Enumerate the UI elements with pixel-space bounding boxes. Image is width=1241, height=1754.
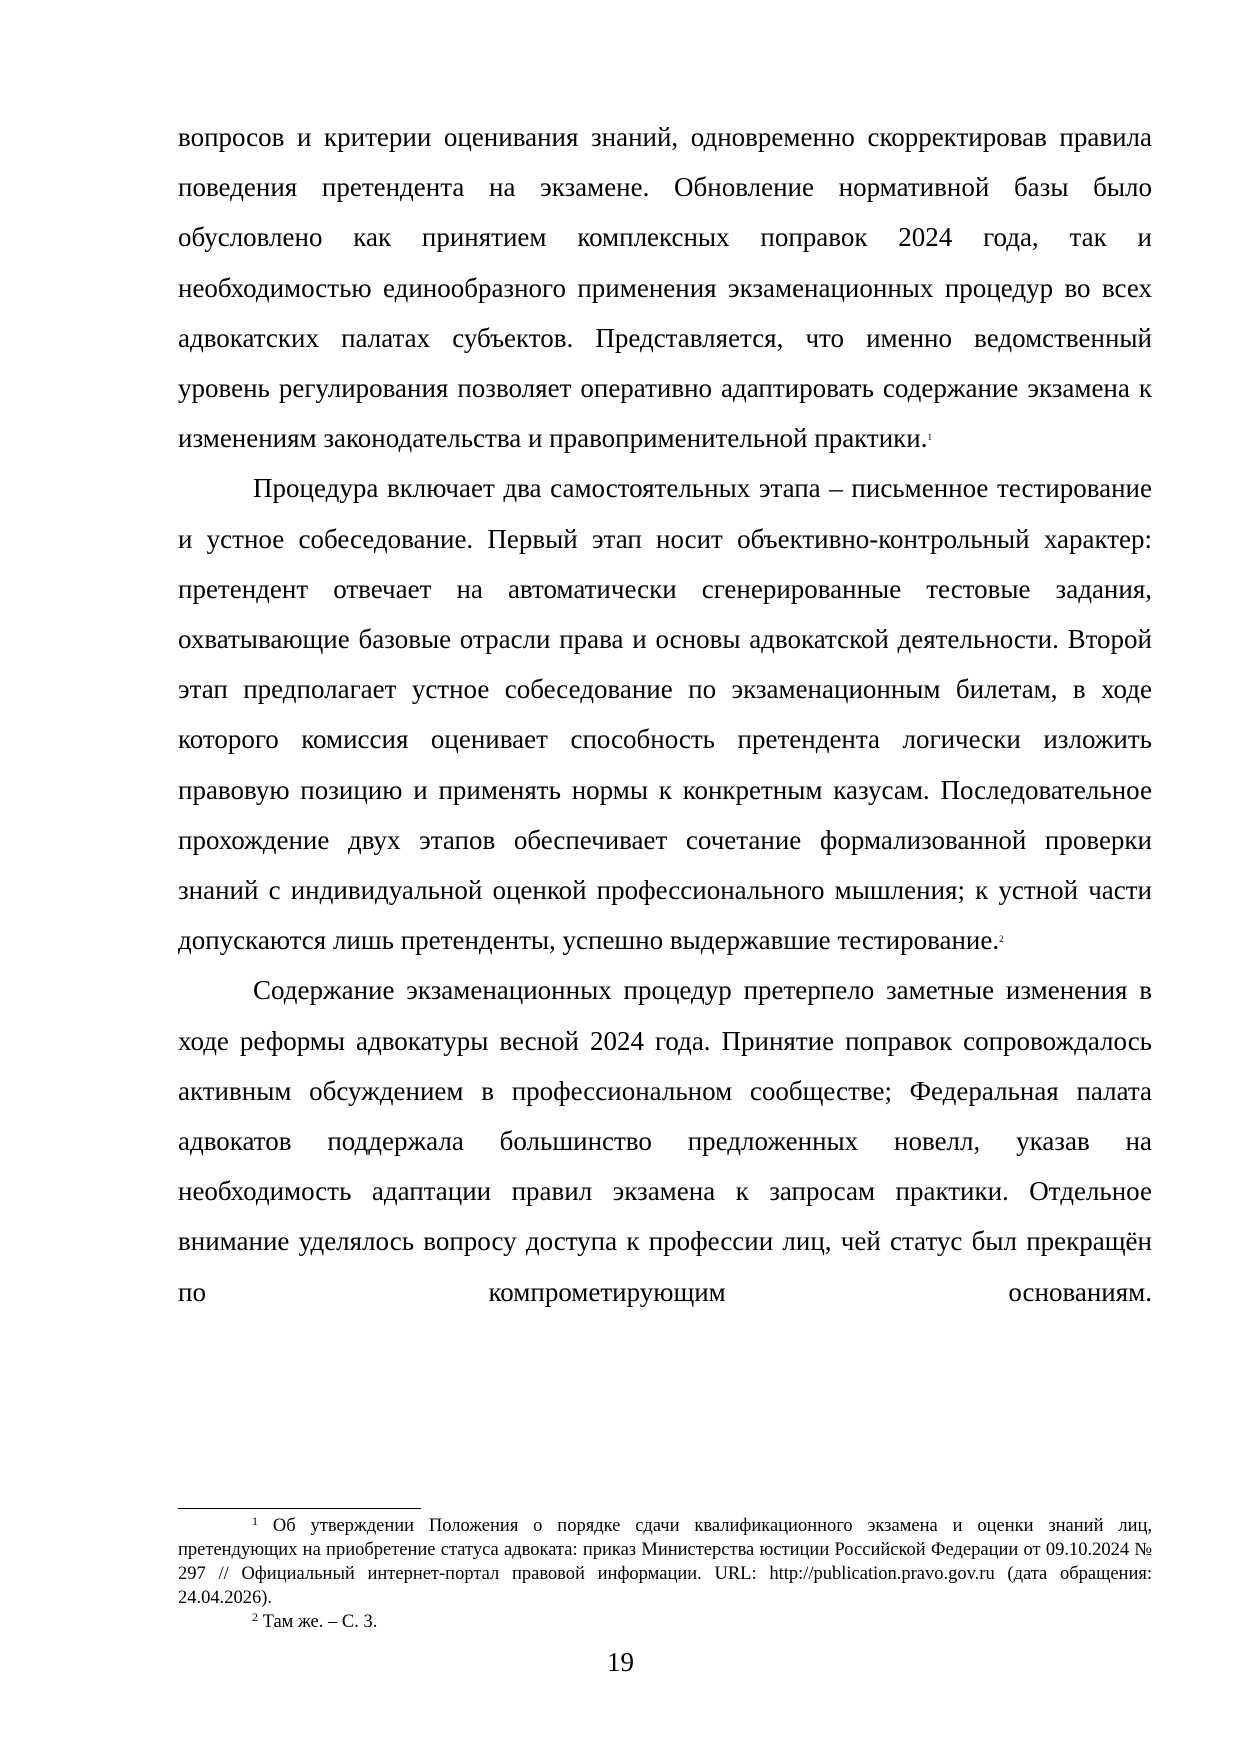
footnote-1-mark: 1 <box>252 1514 258 1528</box>
footnote-reference-1[interactable]: 1 <box>927 432 933 443</box>
footnote-2 <box>178 1610 1152 1634</box>
footnote-reference-2[interactable]: 2 <box>999 934 1004 945</box>
footnote-1-text: Об утверждении Положения о порядке сдачи квалификационного экзамена и оценки знаний лиц, претендующих на приобретение статуса адвоката: приказ Министерства юстиции Российской Федерации от 09.10.2024 № 297 // Официальный интернет-портал правовой информации. URL: http://publication.pravo.gov.ru (дата обращения: 24.04.2026). <box>178 1516 1152 1608</box>
page-number: 19 <box>607 1647 634 1677</box>
paragraph-1-text: вопросов и критерии оценивания знаний, одновременно скорректировав правила поведения претендента на экзамене. Обновление нормативной базы было обусловлено как принятием комплексных поправок 2024 года, так и необходимостью единообразного применения экзаменационных процедур во всех адвокатских палатах субъектов. Представляется, что именно ведомственный уровень регулирования позволяет оперативно адаптировать содержание экзамена к изменениям законодательства и правоприменительной практики. <box>178 122 1152 454</box>
footnotes <box>178 1514 1152 1634</box>
footnote-separator <box>178 1508 421 1509</box>
footnote-2-text: Там же. – С. 3. <box>258 1612 378 1632</box>
footnote-1 <box>178 1514 1152 1610</box>
paragraph-2 <box>178 463 1152 965</box>
paragraph-2-text: Процедура включает два самостоятельных этапа – письменное тестирование и устное собеседование. Первый этап носит объективно-контрольный характер: претендент отвечает на автоматически сгенерированные тестовые задания, охватывающие базовые отрасли права и основы адвокатской деятельности. Второй этап предполагает устное собеседование по экзаменационным билетам, в ходе которого комиссия оценивает способность претендента логически изложить правовую позицию и применять нормы к конкретным казусам. Последовательное прохождение двух этапов обеспечивает сочетание формализованной проверки знаний с индивидуальной оценкой профессионального мышления; к устной части допускаются лишь претенденты, успешно выдержавшие тестирование. <box>178 473 1152 956</box>
main-text <box>178 112 1152 1317</box>
footnote-2-mark: 2 <box>252 1610 258 1624</box>
paragraph-3-text: Содержание экзаменационных процедур претерпело заметные изменения в ходе реформы адвокатуры весной 2024 года. Принятие поправок сопровождалось активным обсуждением в профессиональном сообществе; Федеральная палата адвокатов поддержала большинство предложенных новелл, указав на необходимость адаптации правил экзамена к запросам практики. Отдельное внимание уделялось вопросу доступа к профессии лиц, чей статус был прекращён по компрометирующим основаниям. <box>178 975 1152 1307</box>
paragraph-3 <box>178 965 1152 1316</box>
paragraph-1 <box>178 112 1152 463</box>
